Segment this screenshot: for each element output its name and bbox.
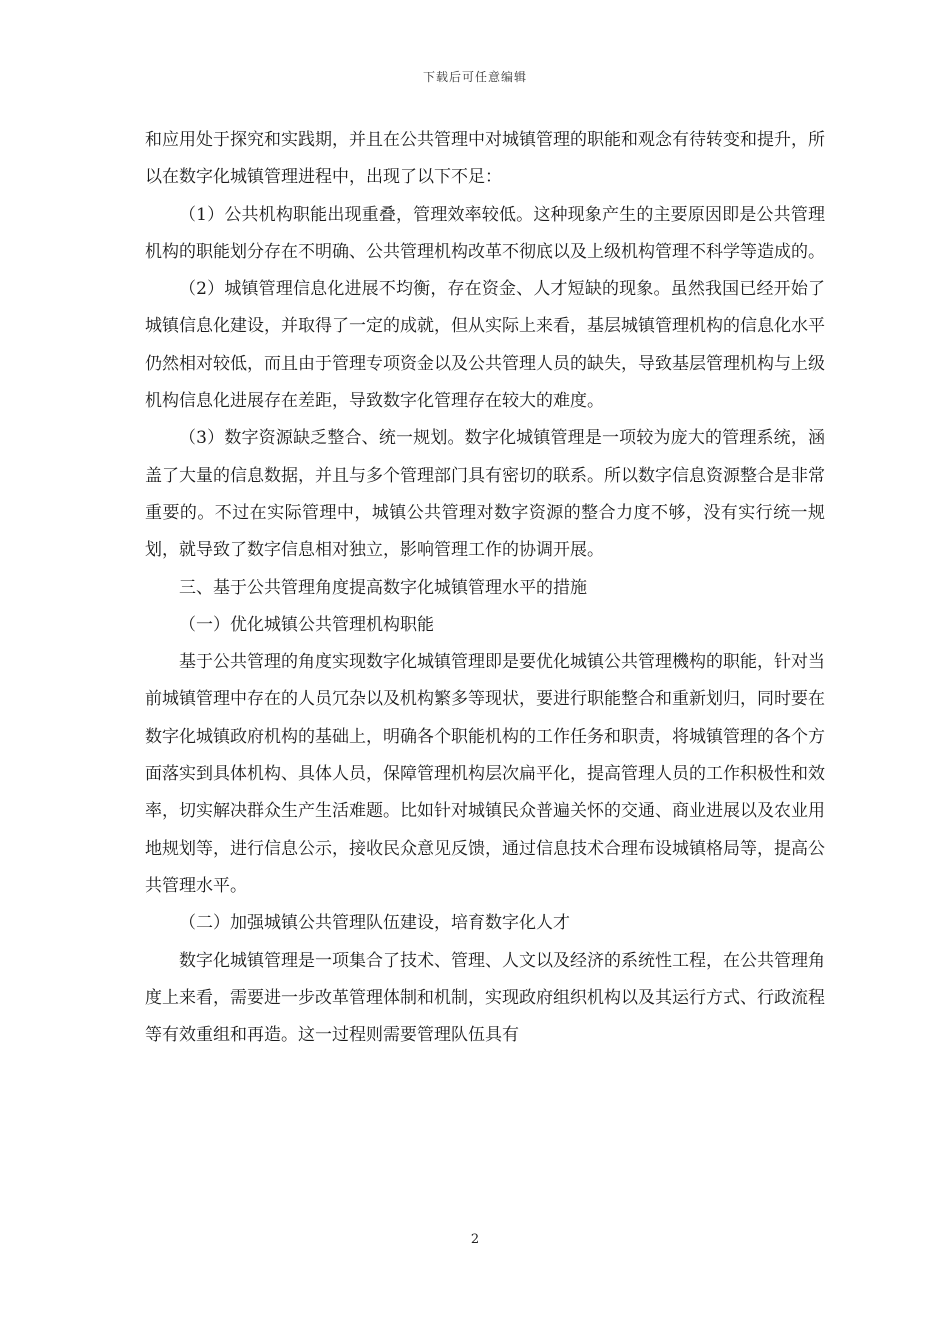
page-number: 2 [470,1232,480,1247]
paragraph-item-1: （1）公共机构职能出现重叠，管理效率较低。这种现象产生的主要原因即是公共管理机构的职能划分存在不明确、公共管理机构改革不彻底以及上级机构管理不科学等造成的。 [145,204,825,262]
document-body [145,122,825,1054]
paragraph-subsection-1: 基于公共管理的角度实现数字化城镇管理即是要优化城镇公共管理機构的职能，针对当前城镇管理中存在的人员冗杂以及机构繁多等现状，要进行职能整合和重新划归，同时要在数字化城镇政府机构的基础上，明确各个职能机构的工作任务和职责，将城镇管理的各个方面落实到具体机构、具体人员，保障管理机构层次扁平化，提高管理人员的工作积极性和效率，切实解决群众生产生活难题。比如针对城镇民众普遍关怀的交通、商业进展以及农业用地规划等，进行信息公示，接收民众意见反馈，通过信息技术合理布设城镇格局等，提高公共管理水平。 [145,652,825,896]
paragraph-intro: 和应用处于探究和实践期，并且在公共管理中对城镇管理的职能和观念有待转变和提升，所以在数字化城镇管理进程中，出现了以下不足： [145,130,825,188]
paragraph-item-3: （3）数字资源缺乏整合、统一规划。数字化城镇管理是一项较为庞大的管理系统，涵盖了大量的信息数据，并且与多个管理部门具有密切的联系。所以数字信息资源整合是非常重要的。不过在实际管理中，城镇公共管理对数字资源的整合力度不够，没有实行统一规划，就导致了数字信息相对独立，影响管理工作的协调开展。 [145,428,825,561]
paragraph-subsection-2: 数字化城镇管理是一项集合了技术、管理、人文以及经济的系统性工程，在公共管理角度上来看，需要进一步改革管理体制和机制，实现政府组织机构以及其运行方式、行政流程等有效重组和再造。这一过程则需要管理队伍具有 [145,950,825,1046]
subsection-heading-1: （一）优化城镇公共管理机构职能 [179,614,434,635]
subsection-heading-2: （二）加强城镇公共管理队伍建设，培育数字化人才 [179,913,570,934]
paragraph-item-2: （2）城镇管理信息化进展不均衡，存在资金、人才短缺的现象。虽然我国已经开始了城镇信息化建设，并取得了一定的成就，但从实际上来看，基层城镇管理机构的信息化水平仍然相对较低，而且由于管理专项资金以及公共管理人员的缺失，导致基层管理机构与上级机构信息化进展存在差距，导致数字化管理存在较大的难度。 [145,279,825,412]
page-header: 下载后可任意编辑 [422,70,527,84]
section-heading-3: 三、基于公共管理角度提高数字化城镇管理水平的措施 [179,577,587,598]
